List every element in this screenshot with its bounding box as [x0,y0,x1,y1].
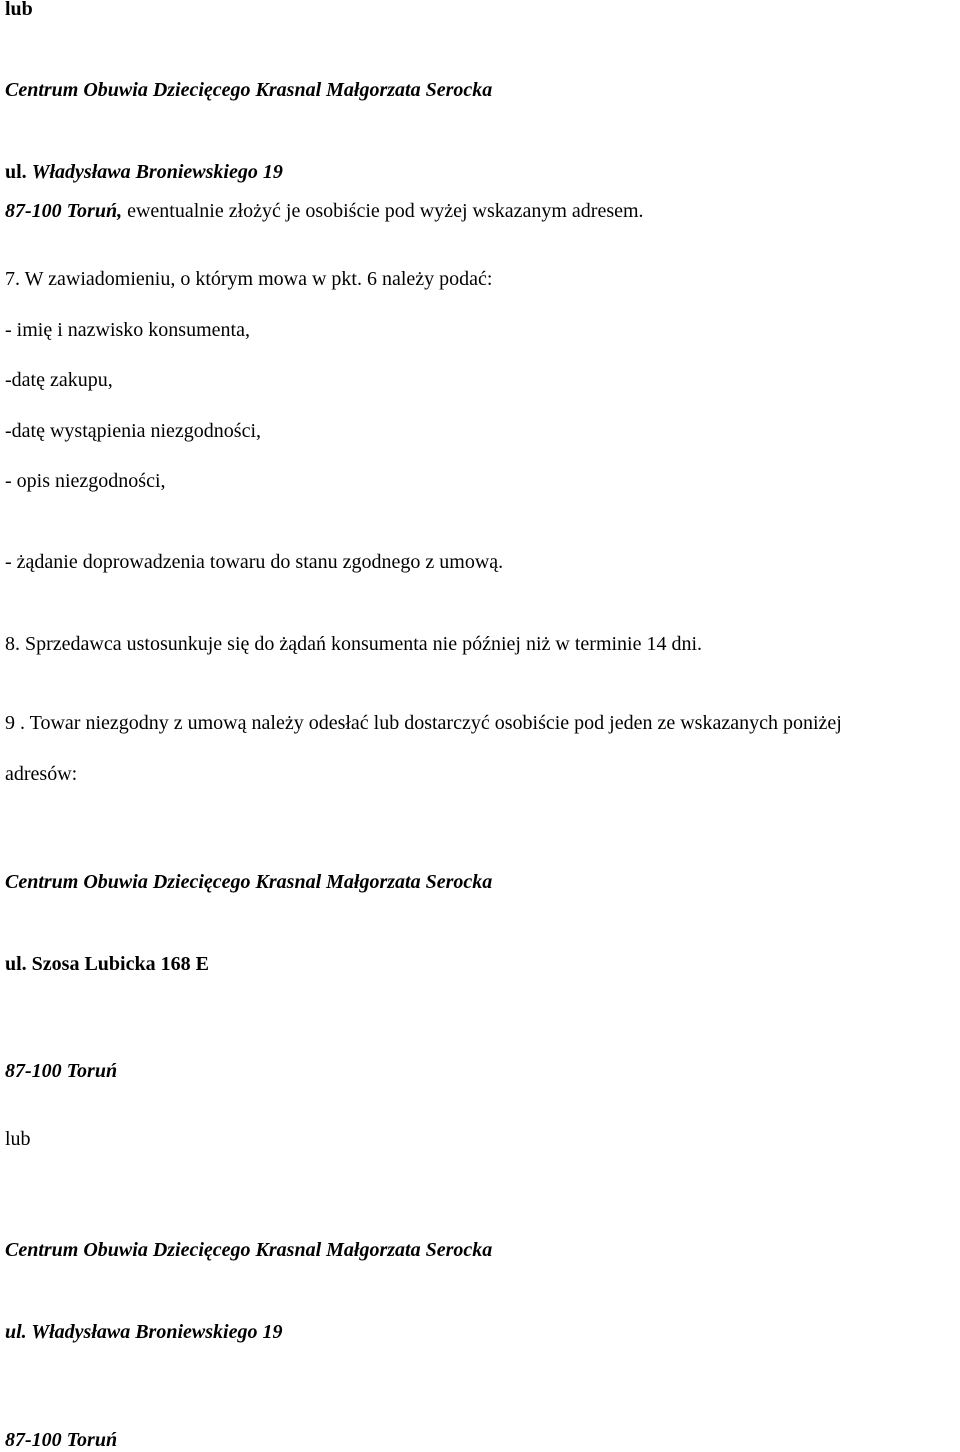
city-line-2: 87-100 Toruń [5,1060,118,1082]
street-address-2: ul. Szosa Lubicka 168 E [5,953,209,975]
company-name-1: Centrum Obuwia Dziecięcego Krasnal Małgorzata Serocka [5,79,493,101]
point-8-text: 8. Sprzedawca ustosunkuje się do żądań konsumenta nie później niż w terminie 14 dni. [5,633,703,655]
city-line-1 [5,199,644,223]
company-name-2: Centrum Obuwia Dziecięcego Krasnal Małgorzata Serocka [5,871,493,893]
list-item-purchase-date: -datę zakupu, [5,369,113,391]
street-address-3: ul. Władysława Broniewskiego 19 [5,1321,283,1343]
point-9-text-line1: 9 . Towar niezgodny z umową należy odesłać lub dostarczyć osobiście pod jeden ze wskazanych poniżej [5,712,842,734]
point-9-text-line2: adresów: [5,763,78,785]
list-item-description: - opis niezgodności, [5,470,166,492]
city-1: 87-100 Toruń, [5,200,123,222]
company-name-3: Centrum Obuwia Dziecięcego Krasnal Małgorzata Serocka [5,1239,493,1261]
point-7-text: 7. W zawiadomieniu, o którym mowa w pkt. 6 należy podać: [5,268,493,290]
list-item-demand: - żądanie doprowadzenia towaru do stanu zgodnego z umową. [5,551,504,573]
list-item-nonconformity-date: -datę wystąpienia niezgodności, [5,420,262,442]
street-name-1: Władysława Broniewskiego 19 [31,161,283,183]
city-1-rest: ewentualnie złożyć je osobiście pod wyżej wskazanym adresem. [122,200,644,222]
list-item-name: - imię i nazwisko konsumenta, [5,319,250,341]
city-line-3: 87-100 Toruń [5,1429,118,1451]
lub-text-top: lub [5,0,33,20]
street-prefix-1: ul. [5,161,32,183]
street-address-1 [5,160,283,184]
lub-text-mid: lub [5,1128,31,1150]
